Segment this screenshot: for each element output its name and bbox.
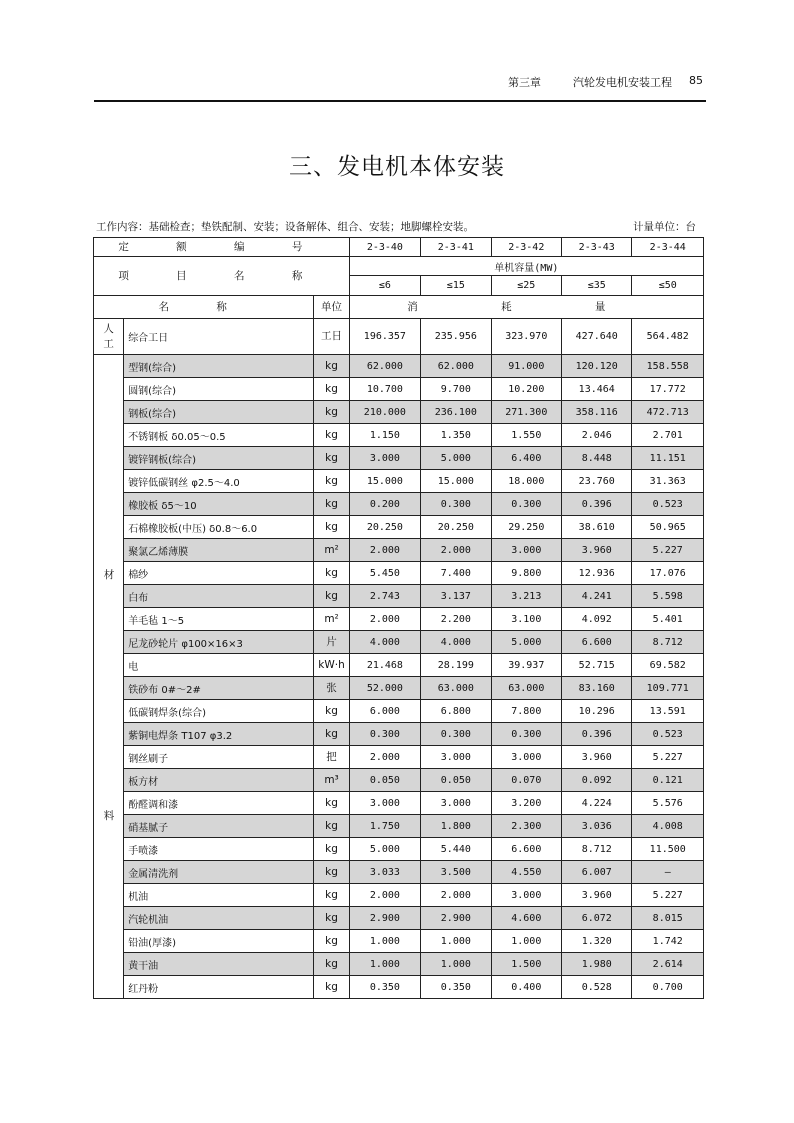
material-unit: kg (314, 815, 349, 838)
material-name: 型钢(综合) (124, 355, 314, 378)
material-value: 0.396 (562, 723, 632, 746)
material-row (94, 539, 704, 562)
material-row (94, 723, 704, 746)
material-value: 4.000 (349, 631, 420, 654)
material-value: 5.000 (349, 838, 420, 861)
limit-cell: ≤50 (632, 276, 704, 296)
material-value: 6.072 (562, 907, 632, 930)
material-name: 钢丝刷子 (124, 746, 314, 769)
material-value: 7.800 (491, 700, 561, 723)
material-row (94, 493, 704, 516)
quota-table (93, 237, 704, 999)
material-name: 聚氯乙烯薄膜 (124, 539, 314, 562)
material-value: 10.700 (349, 378, 420, 401)
material-value: 50.965 (632, 516, 704, 539)
material-unit: m² (314, 539, 349, 562)
material-unit: kg (314, 378, 349, 401)
material-value: 0.070 (491, 769, 561, 792)
material-value: 2.000 (349, 746, 420, 769)
material-row (94, 861, 704, 884)
material-value: 21.468 (349, 654, 420, 677)
material-value: 3.960 (562, 539, 632, 562)
material-row (94, 953, 704, 976)
material-value: 1.000 (491, 930, 561, 953)
material-value: 1.000 (349, 930, 420, 953)
material-unit: kg (314, 562, 349, 585)
material-value: 5.227 (632, 539, 704, 562)
labor-value: 235.956 (421, 319, 491, 355)
material-value: 2.200 (421, 608, 491, 631)
code-cell: 2-3-44 (632, 238, 704, 257)
material-value: 3.000 (349, 792, 420, 815)
material-name: 钢板(综合) (124, 401, 314, 424)
material-name: 黄干油 (124, 953, 314, 976)
material-value: 4.224 (562, 792, 632, 815)
material-value: 3.000 (491, 746, 561, 769)
material-value: 20.250 (349, 516, 420, 539)
material-unit: kg (314, 470, 349, 493)
material-row (94, 700, 704, 723)
material-value: 7.400 (421, 562, 491, 585)
material-value: 6.600 (562, 631, 632, 654)
material-value: 15.000 (421, 470, 491, 493)
material-value: 5.227 (632, 746, 704, 769)
material-row (94, 424, 704, 447)
material-value: 271.300 (491, 401, 561, 424)
material-value: 13.464 (562, 378, 632, 401)
material-unit: kg (314, 930, 349, 953)
material-unit: kg (314, 401, 349, 424)
limit-cell: ≤25 (491, 276, 561, 296)
material-value: 3.960 (562, 884, 632, 907)
header-chapter: 第三章 (508, 76, 541, 89)
material-name: 酚醛调和漆 (124, 792, 314, 815)
material-row (94, 677, 704, 700)
material-value: 52.715 (562, 654, 632, 677)
section-title: 三、发电机本体安装 (289, 154, 505, 180)
material-value: 2.046 (562, 424, 632, 447)
running-header (94, 74, 706, 90)
material-value: 83.160 (562, 677, 632, 700)
material-value: 62.000 (421, 355, 491, 378)
column-header-row (94, 296, 704, 319)
material-value: 3.213 (491, 585, 561, 608)
material-value: 0.092 (562, 769, 632, 792)
material-value: 5.450 (349, 562, 420, 585)
material-value: 8.448 (562, 447, 632, 470)
header-chapter-title: 汽轮发电机安装工程 (573, 76, 672, 89)
material-row (94, 585, 704, 608)
material-name: 棉纱 (124, 562, 314, 585)
material-row (94, 907, 704, 930)
material-value: 0.300 (349, 723, 420, 746)
capacity-row (94, 257, 704, 276)
material-name: 红丹粉 (124, 976, 314, 999)
material-value: 1.980 (562, 953, 632, 976)
material-value: 2.000 (421, 539, 491, 562)
material-value: 11.151 (632, 447, 704, 470)
material-value: 1.550 (491, 424, 561, 447)
material-row (94, 608, 704, 631)
material-value: 1.350 (421, 424, 491, 447)
material-unit: kW·h (314, 654, 349, 677)
material-name: 硝基腻子 (124, 815, 314, 838)
material-name: 机油 (124, 884, 314, 907)
labor-row (94, 319, 704, 355)
material-value: 1.000 (421, 930, 491, 953)
material-name: 羊毛毡 1～5 (124, 608, 314, 631)
material-row (94, 815, 704, 838)
material-value: 8.712 (632, 631, 704, 654)
material-value: 15.000 (349, 470, 420, 493)
material-unit: kg (314, 447, 349, 470)
material-value: 4.241 (562, 585, 632, 608)
labor-name: 综合工日 (124, 319, 314, 355)
material-row (94, 930, 704, 953)
material-value: 2.900 (349, 907, 420, 930)
work-content: 工作内容：基础检查；垫铁配制、安装；设备解体、组合、安装；地脚螺栓安装。 (96, 221, 474, 233)
material-unit: kg (314, 976, 349, 999)
material-value: 6.600 (491, 838, 561, 861)
material-unit: m² (314, 608, 349, 631)
material-name: 低碳钢焊条(综合) (124, 700, 314, 723)
material-value: 158.558 (632, 355, 704, 378)
material-value: 9.800 (491, 562, 561, 585)
limit-cell: ≤35 (562, 276, 632, 296)
material-value: 29.250 (491, 516, 561, 539)
material-value: 11.500 (632, 838, 704, 861)
capacity-label: 单机容量(MW) (349, 257, 703, 276)
material-value: 10.296 (562, 700, 632, 723)
material-row (94, 976, 704, 999)
material-unit: kg (314, 907, 349, 930)
material-name: 不锈钢板 δ0.05～0.5 (124, 424, 314, 447)
material-name: 镀锌低碳钢丝 φ2.5～4.0 (124, 470, 314, 493)
material-unit: 把 (314, 746, 349, 769)
material-value: 0.300 (491, 493, 561, 516)
material-row (94, 562, 704, 585)
material-name: 铁砂布 0#～2# (124, 677, 314, 700)
material-value: 109.771 (632, 677, 704, 700)
material-category-top: 材 (103, 569, 115, 581)
material-value: 69.582 (632, 654, 704, 677)
material-value: 5.000 (421, 447, 491, 470)
material-value: 0.523 (632, 723, 704, 746)
material-value: 3.000 (421, 792, 491, 815)
material-value: 17.076 (632, 562, 704, 585)
material-value: 0.396 (562, 493, 632, 516)
material-unit: kg (314, 861, 349, 884)
material-row (94, 746, 704, 769)
material-value: 4.092 (562, 608, 632, 631)
consumption-header: 消 耗 量 (349, 296, 703, 319)
material-value: 1.000 (349, 953, 420, 976)
material-row (94, 838, 704, 861)
material-name: 紫铜电焊条 T107 φ3.2 (124, 723, 314, 746)
material-row (94, 516, 704, 539)
material-value: 6.007 (562, 861, 632, 884)
material-value: 23.760 (562, 470, 632, 493)
material-value: 236.100 (421, 401, 491, 424)
material-unit: kg (314, 884, 349, 907)
material-value: 1.742 (632, 930, 704, 953)
material-value: 1.500 (491, 953, 561, 976)
material-unit: kg (314, 838, 349, 861)
material-unit: kg (314, 700, 349, 723)
material-value: 0.121 (632, 769, 704, 792)
material-name: 橡胶板 δ5～10 (124, 493, 314, 516)
material-category (94, 355, 124, 999)
material-value: 3.960 (562, 746, 632, 769)
material-value: 2.900 (421, 907, 491, 930)
material-value: 63.000 (491, 677, 561, 700)
material-value: 3.100 (491, 608, 561, 631)
header-rule (94, 100, 706, 102)
material-value: 2.000 (349, 608, 420, 631)
code-cell: 2-3-40 (349, 238, 420, 257)
unit-header: 单位 (314, 296, 349, 319)
material-name: 电 (124, 654, 314, 677)
material-row (94, 355, 704, 378)
material-name: 金属清洗剂 (124, 861, 314, 884)
material-value: 2.000 (421, 884, 491, 907)
labor-value: 564.482 (632, 319, 704, 355)
material-value: — (632, 861, 704, 884)
material-value: 2.614 (632, 953, 704, 976)
material-value: 0.350 (349, 976, 420, 999)
material-unit: kg (314, 953, 349, 976)
material-value: 0.050 (349, 769, 420, 792)
material-value: 3.000 (421, 746, 491, 769)
material-unit: m³ (314, 769, 349, 792)
labor-value: 196.357 (349, 319, 420, 355)
material-value: 0.700 (632, 976, 704, 999)
material-value: 0.300 (421, 723, 491, 746)
material-value: 1.800 (421, 815, 491, 838)
material-value: 20.250 (421, 516, 491, 539)
material-value: 0.528 (562, 976, 632, 999)
material-value: 38.610 (562, 516, 632, 539)
page-number: 85 (689, 74, 703, 87)
material-value: 52.000 (349, 677, 420, 700)
material-value: 1.320 (562, 930, 632, 953)
material-value: 5.598 (632, 585, 704, 608)
material-name: 镀锌钢板(综合) (124, 447, 314, 470)
material-value: 8.015 (632, 907, 704, 930)
material-value: 4.008 (632, 815, 704, 838)
material-row (94, 654, 704, 677)
material-value: 0.523 (632, 493, 704, 516)
material-name: 石棉橡胶板(中压) δ0.8～6.0 (124, 516, 314, 539)
material-value: 8.712 (562, 838, 632, 861)
material-value: 3.000 (349, 447, 420, 470)
material-row (94, 792, 704, 815)
material-value: 13.591 (632, 700, 704, 723)
material-value: 0.050 (421, 769, 491, 792)
material-value: 472.713 (632, 401, 704, 424)
material-unit: kg (314, 493, 349, 516)
material-value: 4.600 (491, 907, 561, 930)
material-name: 圆钢(综合) (124, 378, 314, 401)
material-value: 120.120 (562, 355, 632, 378)
material-value: 6.800 (421, 700, 491, 723)
material-name: 板方材 (124, 769, 314, 792)
material-value: 2.000 (349, 884, 420, 907)
material-value: 3.033 (349, 861, 420, 884)
material-value: 0.350 (421, 976, 491, 999)
material-value: 4.550 (491, 861, 561, 884)
code-label: 定 额 编 号 (94, 238, 350, 257)
code-row (94, 238, 704, 257)
material-unit: kg (314, 424, 349, 447)
material-value: 0.200 (349, 493, 420, 516)
material-value: 0.400 (491, 976, 561, 999)
material-row (94, 378, 704, 401)
material-unit: 张 (314, 677, 349, 700)
material-value: 5.000 (491, 631, 561, 654)
material-value: 39.937 (491, 654, 561, 677)
material-value: 6.400 (491, 447, 561, 470)
material-row (94, 769, 704, 792)
material-value: 2.743 (349, 585, 420, 608)
code-cell: 2-3-43 (562, 238, 632, 257)
material-row (94, 631, 704, 654)
material-unit: kg (314, 723, 349, 746)
material-value: 91.000 (491, 355, 561, 378)
material-unit: kg (314, 516, 349, 539)
material-unit: kg (314, 585, 349, 608)
material-name: 白布 (124, 585, 314, 608)
material-value: 3.200 (491, 792, 561, 815)
material-value: 12.936 (562, 562, 632, 585)
name-header: 名 称 (94, 296, 314, 319)
material-name: 铅油(厚漆) (124, 930, 314, 953)
material-value: 2.000 (349, 539, 420, 562)
material-name: 手喷漆 (124, 838, 314, 861)
material-value: 3.000 (491, 884, 561, 907)
material-value: 3.036 (562, 815, 632, 838)
labor-category: 人工 (94, 319, 124, 355)
material-value: 3.000 (491, 539, 561, 562)
material-value: 5.576 (632, 792, 704, 815)
material-row (94, 884, 704, 907)
material-row (94, 447, 704, 470)
labor-unit: 工日 (314, 319, 349, 355)
material-value: 5.227 (632, 884, 704, 907)
material-value: 9.700 (421, 378, 491, 401)
material-value: 18.000 (491, 470, 561, 493)
material-value: 4.000 (421, 631, 491, 654)
material-row (94, 401, 704, 424)
limit-cell: ≤6 (349, 276, 420, 296)
material-value: 2.300 (491, 815, 561, 838)
material-value: 210.000 (349, 401, 420, 424)
material-value: 17.772 (632, 378, 704, 401)
material-unit: kg (314, 355, 349, 378)
material-unit: 片 (314, 631, 349, 654)
material-unit: kg (314, 792, 349, 815)
code-cell: 2-3-42 (491, 238, 561, 257)
material-value: 31.363 (632, 470, 704, 493)
material-value: 10.200 (491, 378, 561, 401)
limit-cell: ≤15 (421, 276, 491, 296)
item-label: 项 目 名 称 (94, 257, 350, 296)
material-value: 0.300 (491, 723, 561, 746)
measurement-unit: 计量单位：台 (633, 221, 696, 233)
material-value: 62.000 (349, 355, 420, 378)
material-value: 1.000 (421, 953, 491, 976)
material-category-bottom: 料 (103, 810, 115, 822)
table-meta (96, 219, 696, 233)
labor-value: 323.970 (491, 319, 561, 355)
material-value: 6.000 (349, 700, 420, 723)
material-value: 3.137 (421, 585, 491, 608)
material-value: 2.701 (632, 424, 704, 447)
material-value: 0.300 (421, 493, 491, 516)
material-value: 5.440 (421, 838, 491, 861)
material-value: 358.116 (562, 401, 632, 424)
material-value: 28.199 (421, 654, 491, 677)
material-value: 3.500 (421, 861, 491, 884)
code-cell: 2-3-41 (421, 238, 491, 257)
material-name: 尼龙砂轮片 φ100×16×3 (124, 631, 314, 654)
labor-value: 427.640 (562, 319, 632, 355)
material-row (94, 470, 704, 493)
material-name: 汽轮机油 (124, 907, 314, 930)
material-value: 63.000 (421, 677, 491, 700)
material-value: 5.401 (632, 608, 704, 631)
material-value: 1.750 (349, 815, 420, 838)
material-value: 1.150 (349, 424, 420, 447)
